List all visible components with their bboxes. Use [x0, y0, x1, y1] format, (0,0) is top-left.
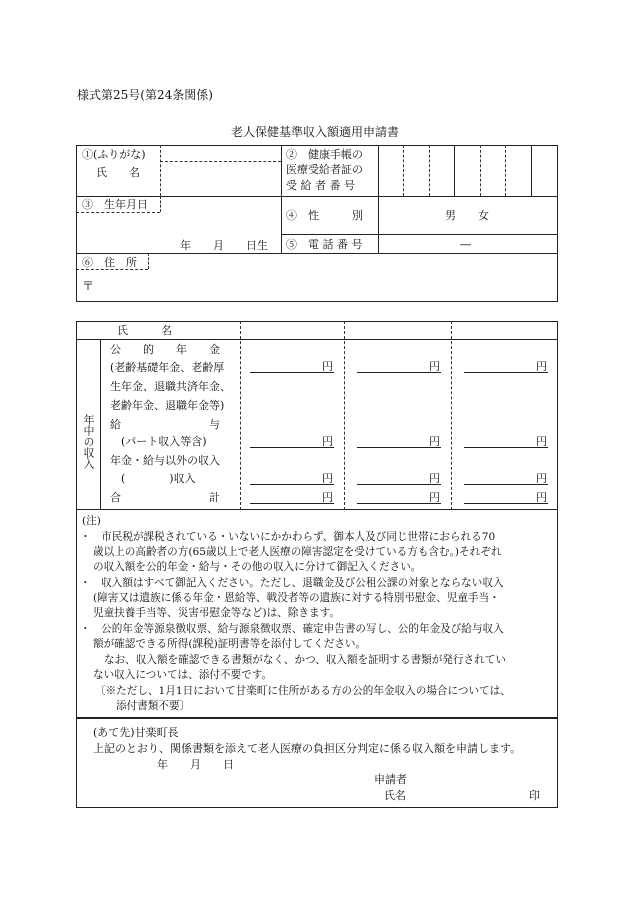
- note-3-line-3: なお、収入額を確認できる書類がなく、かつ、収入額を証明する書類が発行されてい: [104, 654, 506, 666]
- note-3-line-2: 額が確認できる所得(課税)証明書等を添付してください。: [93, 638, 367, 650]
- furigana-label: ①(ふりがな): [82, 148, 146, 161]
- yen-label: 円: [322, 435, 333, 448]
- request-date[interactable]: 年 月 日: [157, 758, 234, 771]
- health-book-label-1: ② 健康手帳の: [286, 148, 363, 161]
- note-2-line-3: 児童扶養手当等、災害弔慰金等など)は、除きます。: [93, 607, 340, 619]
- applicant-name-label: 氏名: [384, 789, 406, 802]
- request-statement: 上記のとおり、関係書類を添えて老人医療の負担区分判定に係る収入額を申請します。: [93, 742, 522, 755]
- applicant-name-input[interactable]: [410, 789, 525, 802]
- health-book-label-2: 医療受給者証の: [286, 163, 363, 176]
- yen-label: 円: [322, 360, 333, 373]
- public-pension-detail-1: (老齢基礎年金、老齢厚: [110, 361, 225, 374]
- yen-label: 円: [322, 472, 333, 485]
- name-input[interactable]: [162, 163, 280, 195]
- postal-mark: 〒: [82, 279, 95, 293]
- total-label: 合 計: [110, 491, 220, 504]
- public-pension-detail-3: 老齢年金、退職年金等): [110, 399, 225, 412]
- yen-label: 円: [429, 435, 440, 448]
- health-book-label-3: 受 給 者 番 号: [286, 179, 355, 192]
- form-title: 老人保健基準収入額適用申請書: [230, 125, 399, 139]
- yen-label: 円: [429, 472, 440, 485]
- phone-label: ⑤ 電 話 番 号: [286, 238, 363, 251]
- form-number: 様式第25号(第24条関係): [77, 88, 213, 102]
- note-1-line-2: 歳以上の高齢者の方(65歳以上で老人医療の障害認定を受けている方も含む。)それぞれ: [93, 546, 502, 558]
- public-pension-title: 公 的 年 金: [110, 343, 220, 356]
- name-label: 氏 名: [96, 166, 140, 179]
- birth-date-label: ③ 生年月日: [82, 198, 148, 211]
- addressee: (あて先)甘楽町長: [93, 726, 179, 739]
- yen-label: 円: [536, 435, 547, 448]
- income-period-label: 年中の収入: [82, 414, 95, 469]
- public-pension-detail-2: 生年金、退職共済年金、: [110, 380, 231, 393]
- sex-label: ④ 性 別: [286, 209, 363, 222]
- note-1-line-3: の収入額を公的年金・給与・その他の収入に分けて御記入ください。: [93, 561, 422, 573]
- yen-label: 円: [536, 472, 547, 485]
- note-2-line-1: ・ 収入額はすべて御記入ください。ただし、退職金及び公租公課の対象とならない収入: [80, 577, 504, 589]
- salary-title: 給 与: [110, 418, 220, 431]
- seal-mark: 印: [529, 789, 540, 802]
- note-1-line-1: ・ 市民税が課税されている・いないにかかわらず、御本人及び同じ世帯におられる70: [80, 531, 496, 543]
- yen-label: 円: [536, 360, 547, 373]
- yen-label: 円: [429, 491, 440, 504]
- applicant-signature-label: 申請者: [374, 773, 407, 786]
- note-3-line-1: ・ 公的年金等源泉徴収票、給与源泉徴収票、確定申告書の写し、公的年金及び給与収入: [80, 623, 504, 635]
- yen-label: 円: [322, 491, 333, 504]
- salary-detail: (パート収入等含): [121, 435, 207, 448]
- other-income-detail: ( )収入: [121, 472, 196, 485]
- phone-separator[interactable]: ―: [460, 238, 471, 251]
- address-label: ⑥ 住 所: [82, 256, 137, 269]
- other-income-title: 年金・給与以外の収入: [110, 454, 220, 467]
- sex-options[interactable]: 男 女: [445, 209, 489, 222]
- yen-label: 円: [536, 491, 547, 504]
- note-4-line-2: 添付書類不要〕: [116, 700, 191, 712]
- note-4-line-1: 〔※ただし、1月1日において甘楽町に住所がある方の公的年金収入の場合については、: [95, 685, 511, 697]
- furigana-input[interactable]: [162, 147, 280, 160]
- notes-heading: (注): [82, 515, 101, 527]
- note-3-line-4: ない収入については、添付不要です。: [93, 669, 273, 681]
- birth-date-format[interactable]: 年 月 日生: [180, 239, 268, 252]
- note-2-line-2: (障害又は遺族に係る年金・恩給等、戦没者等の遺族に対する特別弔慰金、児童手当・: [93, 592, 500, 604]
- income-name-header: 氏 名: [117, 324, 172, 337]
- yen-label: 円: [429, 360, 440, 373]
